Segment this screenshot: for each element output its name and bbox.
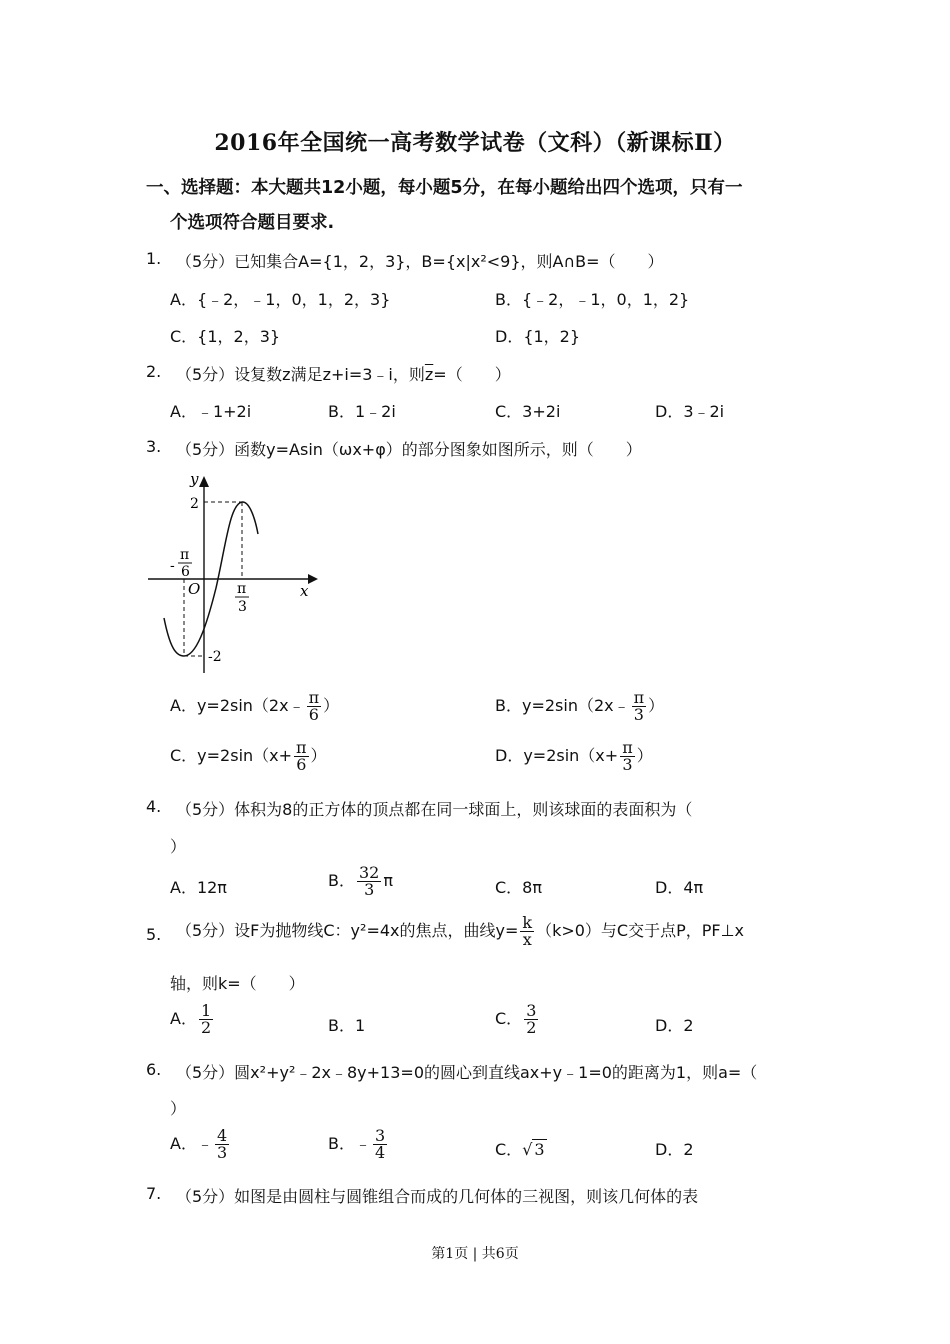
q1-option-b: B．{﹣2，﹣1，0，1，2} — [495, 290, 690, 309]
x-axis-arrow-icon — [308, 574, 318, 584]
numerator: π — [308, 688, 320, 707]
q5-stem-part2: （k>0）与C交于点P，PF⊥x — [536, 921, 745, 940]
fraction — [632, 690, 647, 723]
radical-sign: √ — [522, 1140, 533, 1159]
q1-option-c: C．{1，2，3} — [170, 327, 281, 346]
fraction — [620, 740, 635, 773]
q6-option-d: D．2 — [655, 1140, 694, 1159]
question-number: 5. — [146, 925, 162, 944]
q2-option-b: B．1﹣2i — [328, 402, 396, 421]
question-number: 7. — [146, 1184, 162, 1203]
x-left-denominator: 6 — [181, 564, 190, 580]
fraction — [520, 915, 534, 948]
q6-c-label: C． — [495, 1140, 523, 1159]
sine-graph — [140, 468, 330, 683]
q2-option-c: C．3+2i — [495, 402, 561, 421]
q5-stem-part1: （5分）设F为抛物线C：y²=4x的焦点，曲线y= — [176, 921, 519, 940]
q4-b-label: B． — [328, 871, 355, 890]
q3-b-close: ） — [648, 696, 665, 715]
z-conjugate: $\overline{z}$ — [424, 365, 434, 384]
denominator: 3 — [364, 880, 375, 899]
numerator: 1 — [200, 1001, 212, 1020]
y-min-label: -2 — [208, 649, 222, 665]
denominator: 3 — [633, 705, 644, 724]
fraction — [307, 690, 322, 723]
question-1-stem: （5分）已知集合A={1，2，3}，B={x|x²<9}，则A∩B=（ ） — [176, 252, 664, 271]
q5-c-label: C． — [495, 1009, 523, 1028]
q3-option-b — [495, 690, 664, 723]
question-4-stem-cont: ） — [170, 837, 187, 856]
q6-option-c — [495, 1137, 547, 1160]
page-footer: 第1页 | 共6页 — [431, 1246, 519, 1262]
question-5-stem — [176, 915, 744, 948]
q5-option-c — [495, 1003, 540, 1036]
question-5-stem-cont: 轴，则k=（ ） — [170, 974, 305, 993]
q3-d-text: D．y=2sin（x+ — [495, 746, 619, 765]
radicand: 3 — [534, 1140, 545, 1159]
denominator: 4 — [374, 1143, 386, 1162]
q6-option-a — [170, 1128, 231, 1161]
numerator: 3 — [526, 1001, 537, 1020]
denominator: 2 — [526, 1018, 537, 1037]
q6-a-label: A．﹣ — [170, 1134, 213, 1153]
q3-b-text: B．y=2sin（2x﹣ — [495, 696, 630, 715]
denominator: 6 — [296, 755, 307, 774]
question-number: 2. — [146, 362, 162, 381]
x-axis-label: x — [300, 582, 309, 600]
fraction — [294, 740, 309, 773]
question-7-stem: （5分）如图是由圆柱与圆锥组合而成的几何体的三视图，则该几何体的表 — [176, 1187, 699, 1206]
question-number: 6. — [146, 1060, 162, 1079]
y-max-label: 2 — [190, 496, 199, 512]
denominator: 3 — [622, 755, 633, 774]
section-heading: 一、选择题：本大题共12小题，每小题5分，在每小题给出四个选项，只有一 — [146, 178, 743, 198]
q3-option-d — [495, 740, 653, 773]
y-axis-arrow-icon — [199, 476, 209, 487]
numerator: π — [622, 738, 633, 757]
q3-a-close: ） — [323, 696, 340, 715]
q3-c-text: C．y=2sin（x+ — [170, 746, 293, 765]
q2-option-d: D．3﹣2i — [655, 402, 725, 421]
x-left-numerator: π — [180, 547, 190, 563]
numerator: π — [296, 738, 307, 757]
numerator: k — [522, 913, 533, 932]
q3-option-a — [170, 690, 339, 723]
question-6-stem-cont: ） — [170, 1099, 187, 1118]
q2-stem-part1: （5分）设复数z满足z+i=3﹣i，则 — [176, 365, 425, 384]
q2-option-a: A．﹣1+2i — [170, 402, 252, 421]
fraction — [199, 1003, 213, 1036]
q4-option-c: C．8π — [495, 878, 542, 897]
question-number: 3. — [146, 437, 162, 456]
q4-option-b — [328, 865, 393, 898]
q3-a-text: A．y=2sin（2x﹣ — [170, 696, 305, 715]
origin-label: O — [188, 580, 201, 598]
numerator: 3 — [374, 1126, 386, 1145]
q2-stem-part2: =（ ） — [433, 365, 511, 384]
q3-d-close: ） — [636, 746, 653, 765]
x-right-denominator: 3 — [238, 599, 247, 615]
x-left-sign: - — [170, 558, 175, 574]
q4-option-d: D．4π — [655, 878, 704, 897]
q1-option-d: D．{1，2} — [495, 327, 581, 346]
y-axis-label: y — [190, 470, 199, 488]
question-6-stem: （5分）圆x²+y²﹣2x﹣8y+13=0的圆心到直线ax+y﹣1=0的距离为1，则a=（ — [176, 1063, 758, 1082]
denominator: x — [522, 930, 532, 949]
question-3-stem: （5分）函数y=Asin（ωx+φ）的部分图象如图所示，则（ ） — [176, 440, 642, 459]
fraction — [373, 1128, 387, 1161]
question-number: 1. — [146, 249, 162, 268]
fraction — [524, 1003, 538, 1036]
q5-option-b: B．1 — [328, 1016, 366, 1035]
denominator: 2 — [200, 1018, 212, 1037]
q3-c-close: ） — [310, 746, 327, 765]
square-root — [522, 1139, 546, 1159]
fraction — [215, 1128, 229, 1161]
fraction — [357, 865, 381, 898]
denominator: 6 — [308, 705, 319, 724]
question-number: 4. — [146, 797, 162, 816]
question-4-stem: （5分）体积为8的正方体的顶点都在同一球面上，则该球面的表面积为（ — [176, 800, 693, 819]
q5-a-label: A． — [170, 1009, 197, 1028]
numerator: 4 — [216, 1126, 228, 1145]
denominator: 3 — [216, 1143, 228, 1162]
page-title: 2016年全国统一高考数学试卷（文科）（新课标Ⅱ） — [214, 130, 736, 156]
q5-option-a — [170, 1003, 215, 1036]
q5-option-d: D．2 — [655, 1016, 694, 1035]
section-heading-cont: 个选项符合题目要求. — [170, 213, 335, 233]
q1-option-a: A．{﹣2，﹣1，0，1，2，3} — [170, 290, 391, 309]
numerator: 32 — [358, 863, 380, 882]
q6-option-b — [328, 1128, 389, 1161]
numerator: π — [633, 688, 645, 707]
q4-option-a: A．12π — [170, 878, 227, 897]
question-2-stem — [176, 362, 511, 385]
q4-b-pi: π — [383, 871, 393, 890]
x-right-numerator: π — [237, 581, 247, 597]
q3-option-c — [170, 740, 327, 773]
q6-b-label: B．﹣ — [328, 1134, 371, 1153]
